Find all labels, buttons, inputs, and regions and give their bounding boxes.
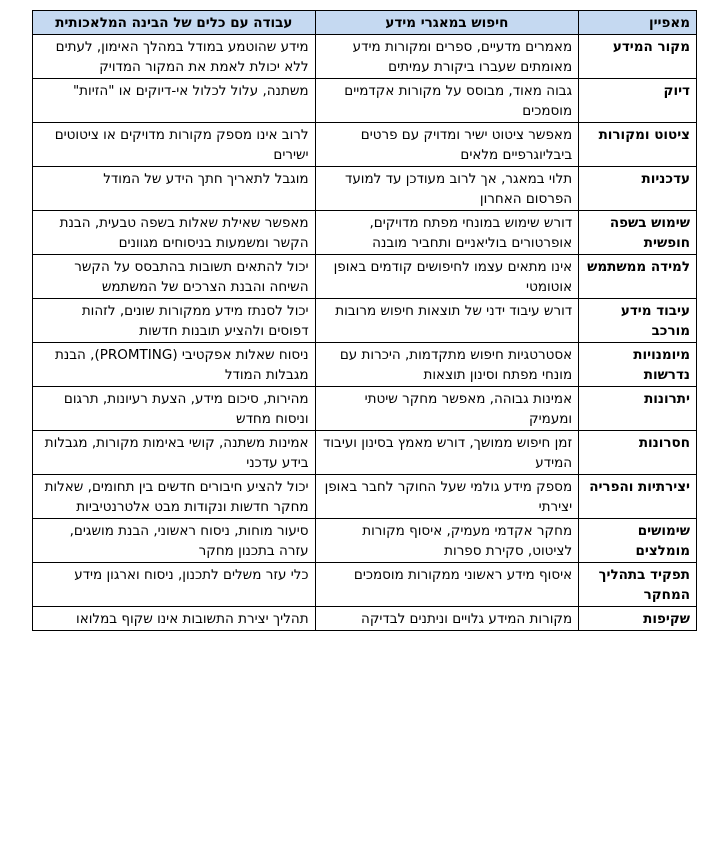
table-row: [33, 167, 697, 211]
feature-cell: יצירתיות והפריה: [579, 475, 697, 519]
databases-cell: אסטרטגיות חיפוש מתקדמות, היכרות עם מונחי מפתח וסינון תוצאות: [315, 343, 579, 387]
databases-cell: תלוי במאגר, אך לרוב מעודכן עד למועד הפרסום האחרון: [315, 167, 579, 211]
ai-cell: יכול להציע חיבורים חדשים בין תחומים, שאלות מחקר חדשות ונקודות מבט אלטרנטיביות: [33, 475, 316, 519]
databases-cell: מאמרים מדעיים, ספרים ומקורות מידע מאומתים שעברו ביקורת עמיתים: [315, 35, 579, 79]
feature-cell: עיבוד מידע מורכב: [579, 299, 697, 343]
databases-cell: דורש עיבוד ידני של תוצאות חיפוש מרובות: [315, 299, 579, 343]
comparison-table: [32, 10, 697, 631]
header-databases: חיפוש במאגרי מידע: [315, 11, 579, 35]
table-row: [33, 475, 697, 519]
feature-cell: מקור המידע: [579, 35, 697, 79]
databases-cell: מספק מידע גולמי שעל החוקר לחבר באופן יצירתי: [315, 475, 579, 519]
ai-cell: מידע שהוטמע במודל במהלך האימון, לעתים ללא יכולת לאמת את המקור המדויק: [33, 35, 316, 79]
databases-cell: אינו מתאים עצמו לחיפושים קודמים באופן אוטומטי: [315, 255, 579, 299]
table-row: [33, 387, 697, 431]
ai-cell: מוגבל לתאריך חתך הידע של המודל: [33, 167, 316, 211]
feature-cell: שקיפות: [579, 607, 697, 631]
ai-cell: מאפשר שאילת שאלות בשפה טבעית, הבנת הקשר ומשמעות בניסוחים מגוונים: [33, 211, 316, 255]
feature-cell: עדכניות: [579, 167, 697, 211]
table-row: [33, 299, 697, 343]
header-feature: מאפיין: [579, 11, 697, 35]
databases-cell: זמן חיפוש ממושך, דורש מאמץ בסינון ועיבוד המידע: [315, 431, 579, 475]
table-row: [33, 607, 697, 631]
ai-cell: תהליך יצירת התשובות אינו שקוף במלואו: [33, 607, 316, 631]
table-row: [33, 255, 697, 299]
ai-cell: כלי עזר משלים לתכנון, ניסוח וארגון מידע: [33, 563, 316, 607]
ai-cell: ניסוח שאלות אפקטיבי (PROMTING), הבנת מגבלות המודל: [33, 343, 316, 387]
ai-cell: יכול להתאים תשובות בהתבסס על הקשר השיחה והבנת הצרכים של המשתמש: [33, 255, 316, 299]
table-body: [33, 35, 697, 631]
ai-cell: יכול לסנתז מידע ממקורות שונים, לזהות דפוסים ולהציע תובנות חדשות: [33, 299, 316, 343]
feature-cell: יתרונות: [579, 387, 697, 431]
databases-cell: אמינות גבוהה, מאפשר מחקר שיטתי ומעמיק: [315, 387, 579, 431]
ai-cell: סיעור מוחות, ניסוח ראשוני, הבנת מושגים, עזרה בתכנון מחקר: [33, 519, 316, 563]
feature-cell: תפקיד בתהליך המחקר: [579, 563, 697, 607]
header-ai: עבודה עם כלים של הבינה המלאכותית: [33, 11, 316, 35]
feature-cell: חסרונות: [579, 431, 697, 475]
table-row: [33, 211, 697, 255]
table-row: [33, 431, 697, 475]
databases-cell: דורש שימוש במונחי מפתח מדויקים, אופרטורים בוליאניים ותחביר מובנה: [315, 211, 579, 255]
feature-cell: דיוק: [579, 79, 697, 123]
ai-cell: משתנה, עלול לכלול אי-דיוקים או "הזיות": [33, 79, 316, 123]
table-row: [33, 35, 697, 79]
feature-cell: שימושים מומלצים: [579, 519, 697, 563]
table-row: [33, 343, 697, 387]
table-row: [33, 79, 697, 123]
table-row: [33, 123, 697, 167]
table-row: [33, 563, 697, 607]
feature-cell: למידה ממשתמש: [579, 255, 697, 299]
feature-cell: שימוש בשפה חופשית: [579, 211, 697, 255]
table-header: [33, 11, 697, 35]
databases-cell: מאפשר ציטוט ישיר ומדויק עם פרטים ביבליוגרפיים מלאים: [315, 123, 579, 167]
databases-cell: מקורות המידע גלויים וניתנים לבדיקה: [315, 607, 579, 631]
ai-cell: אמינות משתנה, קושי באימות מקורות, מגבלות בידע עדכני: [33, 431, 316, 475]
feature-cell: ציטוט ומקורות: [579, 123, 697, 167]
feature-cell: מיומנויות נדרשות: [579, 343, 697, 387]
ai-cell: לרוב אינו מספק מקורות מדויקים או ציטוטים ישירים: [33, 123, 316, 167]
databases-cell: איסוף מידע ראשוני ממקורות מוסמכים: [315, 563, 579, 607]
table-row: [33, 519, 697, 563]
header-row: [33, 11, 697, 35]
ai-cell: מהירות, סיכום מידע, הצעת רעיונות, תרגום וניסוח מחדש: [33, 387, 316, 431]
databases-cell: מחקר אקדמי מעמיק, איסוף מקורות לציטוט, סקירת ספרות: [315, 519, 579, 563]
databases-cell: גבוה מאוד, מבוסס על מקורות אקדמיים מוסמכים: [315, 79, 579, 123]
